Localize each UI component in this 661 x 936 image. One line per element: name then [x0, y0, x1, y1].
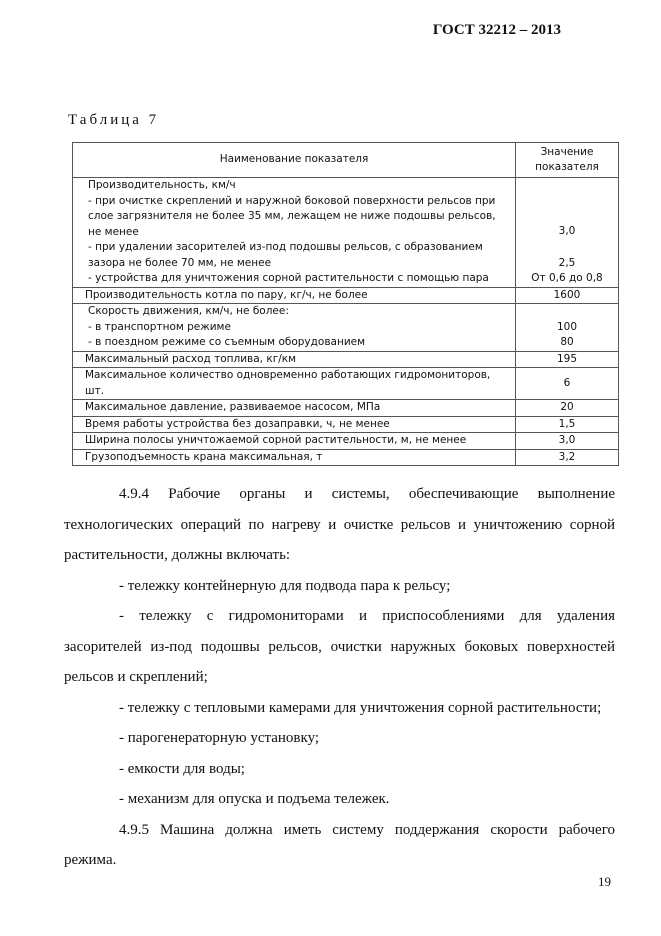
table-row — [73, 368, 619, 400]
row-value-cell — [516, 304, 619, 352]
row-line: - в поездном режиме со съемным оборудованием — [88, 336, 366, 348]
row-name-cell: Ширина полосы уничтожаемой сорной растительности, м, не менее — [73, 433, 516, 450]
row-name-cell: Максимальное давление, развиваемое насосом, МПа — [73, 400, 516, 417]
row-line: - в транспортном режиме — [88, 320, 231, 333]
row-value: 80 — [560, 336, 574, 348]
row-name-cell: Максимальное количество одновременно работающих гидромониторов, шт. — [73, 368, 516, 400]
row-value: 2,5 — [558, 256, 576, 269]
table-row — [73, 304, 619, 352]
row-name-cell: Максимальный расход топлива, кг/км — [73, 351, 516, 368]
table-row — [73, 400, 619, 417]
table-row — [73, 449, 619, 466]
row-value: 3,0 — [516, 433, 619, 450]
row-line: - устройства для уничтожения сорной растительности с помощью пара — [88, 272, 489, 284]
table-caption: Таблица 7 — [68, 112, 160, 128]
document-header: ГОСТ 32212 – 2013 — [432, 22, 561, 38]
list-item: - емкости для воды; — [119, 760, 245, 777]
row-name-cell: Время работы устройства без дозаправки, ч, не менее — [73, 416, 516, 433]
row-name-cell — [73, 178, 516, 288]
row-name-cell: Грузоподъемность крана максимальная, т — [73, 449, 516, 466]
paragraph: 4.9.5 Машина должна иметь систему поддержания скорости рабочего режима. — [64, 821, 615, 868]
row-name-cell — [73, 304, 516, 352]
column-header-name: Наименование показателя — [73, 143, 516, 178]
page-number: 19 — [598, 874, 611, 889]
column-header-value: Значение показателя — [516, 143, 619, 178]
row-line: Скорость движения, км/ч, не более: — [88, 305, 289, 317]
row-value: 20 — [516, 400, 619, 417]
row-line: - при удалении засорителей из-под подошвы рельсов, с образованием зазора не более 70 мм, не менее — [88, 241, 483, 269]
table-row — [73, 351, 619, 368]
row-value: 195 — [516, 351, 619, 368]
row-value: 1,5 — [516, 416, 619, 433]
table-row — [73, 433, 619, 450]
paragraph: 4.9.4 Рабочие органы и системы, обеспечивающие выполнение технологических операций по нагреву и очистке рельсов и уничтожению сорной растительности, должны включать: — [64, 486, 615, 563]
body-text — [64, 479, 615, 876]
parameters-table — [72, 142, 619, 466]
row-value: 6 — [516, 368, 619, 400]
row-value: 1600 — [516, 287, 619, 304]
row-line: Производительность, км/ч — [88, 179, 236, 191]
list-item: - парогенераторную установку; — [119, 730, 320, 746]
row-value: 3,0 — [558, 225, 576, 237]
row-value-cell — [516, 178, 619, 288]
row-value: 100 — [556, 320, 578, 333]
row-value: 3,2 — [516, 449, 619, 466]
table-header-row — [73, 143, 619, 178]
table-row — [73, 416, 619, 433]
list-item: - тележку с тепловыми камерами для уничтожения сорной растительности; — [119, 699, 602, 716]
list-item: - тележку с гидромониторами и приспособлениями для удаления засорителей из-под подошвы рельсов, очистки наружных боковых поверхностей рельсов и скреплений; — [64, 608, 615, 685]
row-value: От 0,6 до 0,8 — [531, 272, 603, 284]
table-row — [73, 287, 619, 304]
row-name-cell: Производительность котла по пару, кг/ч, не более — [73, 287, 516, 304]
list-item: - тележку контейнерную для подвода пара к рельсу; — [119, 577, 451, 594]
table-row — [73, 178, 619, 288]
list-item: - механизм для опуска и подъема тележек. — [119, 791, 390, 807]
row-line: - при очистке скреплений и наружной боковой поверхности рельсов при слое загрязнителя не более 35 мм, лежащем не ниже подошвы рельсов, не менее — [88, 194, 496, 238]
